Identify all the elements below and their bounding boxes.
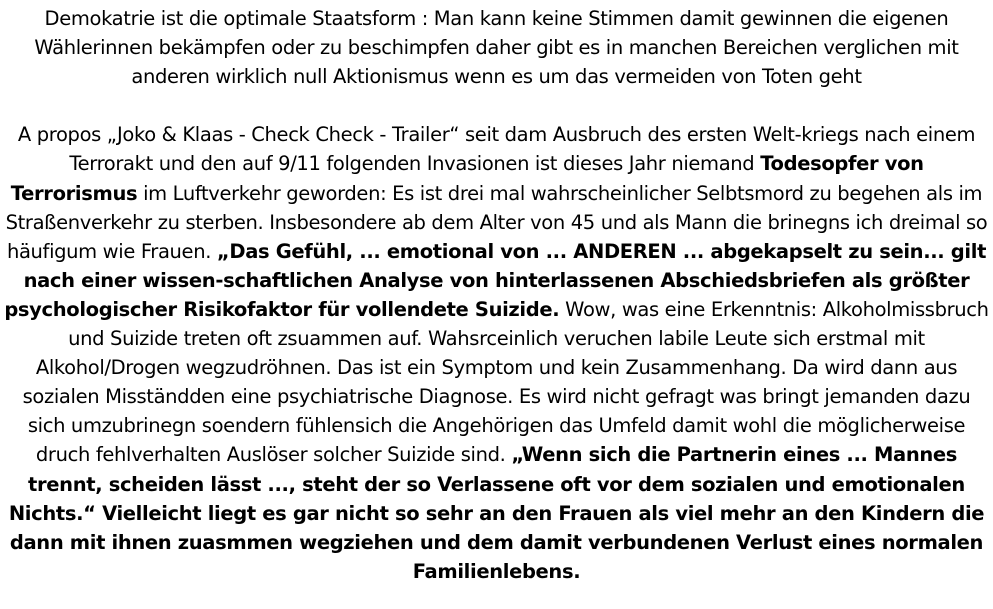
document-page [0,4,993,609]
bold-terror-victims: Todesopfer von Terrorismus [10,152,924,205]
paragraph-text-3: Wow, was eine Erkenntnis: Alkoholmissbruch und Suizide treten oft zsuammen auf. Wahsrceinlich veruchen labile Leute sich erstmal mit Alkohol/Drogen wegzudröhnen. Das ist ein Symptom und kein Zusammenhang. Da wird dann aus sozialen Misständden eine psychiatrische Diagnose. Es wird nicht gefragt was bringt jemanden dazu sich umzubrinegn soendern fühlensich die Angehörigen das Umfeld damit wohl die möglicherweise druch fehlverhalten Auslöser solcher Suizide sind. [22,297,989,467]
bold-quote-partner: „Wenn sich die Partnerin eines ... Mannes trennt, scheiden lässt ..., steht der so Verlassene oft vor dem sozialen und emotionalen Nichts.“ Vielleicht liegt es gar nicht so sehr an den Frauen als viel mehr an den Kindern die dann mit ihnen zuasmmen wegziehen und dem damit verbundenen Verlust eines normalen Familienlebens. [8,443,985,583]
paragraph-democracy: Demokatrie ist die optimale Staatsform : Man kann keine Stimmen damit gewinnen die eigenen Wählerinnen bekämpfen oder zu beschimpfen daher gibt es in manchen Bereichen verglichen mit anderen wirklich null Aktionismus wenn es um das vermeiden von Toten geht [34,7,959,89]
paragraph-gap [4,91,989,120]
paragraph-text-1: A propos „Joko & Klaas - Check Check - Trailer“ seit dam Ausbruch des ersten Welt-kriegs nach einem Terrorakt und den auf 9/11 folgenden Invasionen ist dieses Jahr niemand [17,123,976,176]
paragraph-text-2: im Luftverkehr geworden: Es ist drei mal wahrscheinlicher Selbtsmord zu begehen als im Straßenverkehr zu sterben. Insbesondere ab dem Alter von 45 und als Mann die brinegns ich dreimal so häufigum wie Frauen. [5,181,988,263]
paragraph-suicide [4,120,989,586]
bold-quote-feeling: „Das Gefühl, ... emotional von ... ANDEREN ... abgekapselt zu sein... gilt nach einer wissen-schaftlichen Analyse von hinterlassenen Abschiedsbriefen als größter psychologischer Risikofaktor für vollendete Suizide. [4,239,987,321]
